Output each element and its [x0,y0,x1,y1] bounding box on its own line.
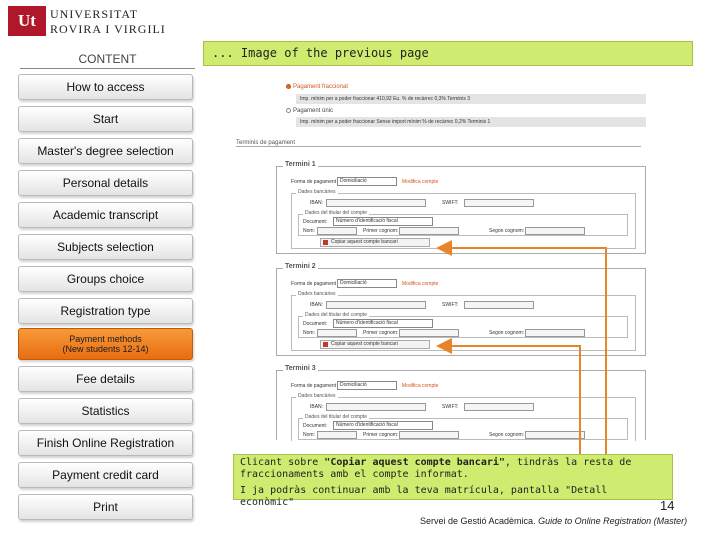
nom-input[interactable] [317,431,357,439]
footer-text: Servei de Gestió Acadèmica. Guide to Online Registration (Master) [420,516,688,526]
option-pagament-unic[interactable]: Pagament únic [286,108,333,114]
terminis-label: Terminis de pagament [236,140,641,147]
modifica-compte-link[interactable]: Modifica compte [402,383,439,389]
nav-payment-methods[interactable] [18,328,193,360]
nav-fee-details[interactable]: Fee details [18,366,193,392]
page-number: 14 [660,498,675,513]
nom-input[interactable] [317,227,357,235]
option1-detail: Imp. mínim per a poder fraccionar 410,92 Eu. % de recàrrec 0,3% Terminis 3 [296,94,646,104]
iban-input[interactable] [326,199,426,207]
forma-pagament-select[interactable]: Domiciliació [337,279,397,288]
swift-input[interactable] [464,199,534,207]
segon-cognom-input[interactable] [525,329,585,337]
nav-payment-methods-line2: (New students 12-14) [62,344,149,354]
nav-subjects-selection[interactable]: Subjects selection [18,234,193,260]
nav-payment-credit-card[interactable]: Payment credit card [18,462,193,488]
document-select[interactable]: Número d'identificació fiscal [333,319,433,328]
segon-cognom-input[interactable] [525,431,585,439]
sidebar-title: CONTENT [20,52,195,69]
copiar-compte-button-2[interactable]: Copiar aquest compte bancari [320,340,430,349]
forma-pagament-select[interactable]: Domiciliació [337,381,397,390]
nav-masters-degree-selection[interactable]: Master's degree selection [18,138,193,164]
document-select[interactable]: Número d'identificació fiscal [333,217,433,226]
university-logo [8,6,166,38]
radio-selected-icon [286,84,291,89]
modifica-compte-link[interactable]: Modifica compte [402,281,439,287]
copy-icon [323,342,328,347]
nav-academic-transcript[interactable]: Academic transcript [18,202,193,228]
logo-mark: Ut [8,6,46,36]
forma-pagament-select[interactable]: Domiciliació [337,177,397,186]
nom-input[interactable] [317,329,357,337]
iban-input[interactable] [326,301,426,309]
termini-1: Termini 1 Forma de pagament Domiciliació Modifica compte Dades bancàries IBAN: SWIFT: Dades del titular del compte Document: Número d'identificació fiscal Nom: Primer cognom: Segon cognom: Copiar aquest compte bancari [276,166,646,254]
copy-icon [323,240,328,245]
segon-cognom-input[interactable] [525,227,585,235]
swift-input[interactable] [464,403,534,411]
nav-registration-type[interactable]: Registration type [18,298,193,324]
termini-2: Termini 2 Forma de pagament Domiciliació Modifica compte Dades bancàries IBAN: SWIFT: Dades del titular del compte Document: Número d'identificació fiscal Nom: Primer cognom: Segon cognom: Copiar aquest compte bancari [276,268,646,356]
termini-title: Termini 3 [285,365,316,372]
nav-personal-details[interactable]: Personal details [18,170,193,196]
termini-title: Termini 2 [285,263,316,270]
callout-paragraph-1: Clicant sobre "Copiar aquest compte bancari", tindràs la resta de fraccionaments amb el compte informat. [240,457,632,480]
swift-input[interactable] [464,301,534,309]
nav-payment-methods-line1: Payment methods [69,334,142,344]
modifica-compte-link[interactable]: Modifica compte [402,179,439,185]
iban-input[interactable] [326,403,426,411]
termini-3: Termini 3 Forma de pagament Domiciliació Modifica compte Dades bancàries IBAN: SWIFT: Dades del titular del compte Document: Número d'identificació fiscal Nom: Primer cognom: Segon cognom: [276,370,646,440]
termini-title: Termini 1 [285,161,316,168]
primer-cognom-input[interactable] [399,329,459,337]
previous-page-screenshot [226,82,658,442]
callout-paragraph-2: I ja podràs continuar amb la teva matrícula, pantalla "Detall econòmic" [240,485,608,508]
option-pagament-fraccionat[interactable]: Pagament fraccionat [286,84,348,90]
logo-text-line1: UNIVERSITAT [50,7,139,21]
primer-cognom-input[interactable] [399,431,459,439]
nav-groups-choice[interactable]: Groups choice [18,266,193,292]
nav-print[interactable]: Print [18,494,193,520]
document-select[interactable]: Número d'identificació fiscal [333,421,433,430]
logo-text-line2: ROVIRA I VIRGILI [50,22,166,36]
copiar-compte-button-1[interactable]: Copiar aquest compte bancari [320,238,430,247]
option2-detail: Imp. mínim per a poder fraccionar Sense import mínim % de recàrrec 0,2% Terminis 1 [296,117,646,127]
nav-how-to-access[interactable]: How to access [18,74,193,100]
primer-cognom-input[interactable] [399,227,459,235]
nav-finish-online-registration[interactable]: Finish Online Registration [18,430,193,456]
nav-statistics[interactable]: Statistics [18,398,193,424]
radio-icon [286,108,291,113]
header-bar: ... Image of the previous page [203,41,693,66]
nav-start[interactable]: Start [18,106,193,132]
